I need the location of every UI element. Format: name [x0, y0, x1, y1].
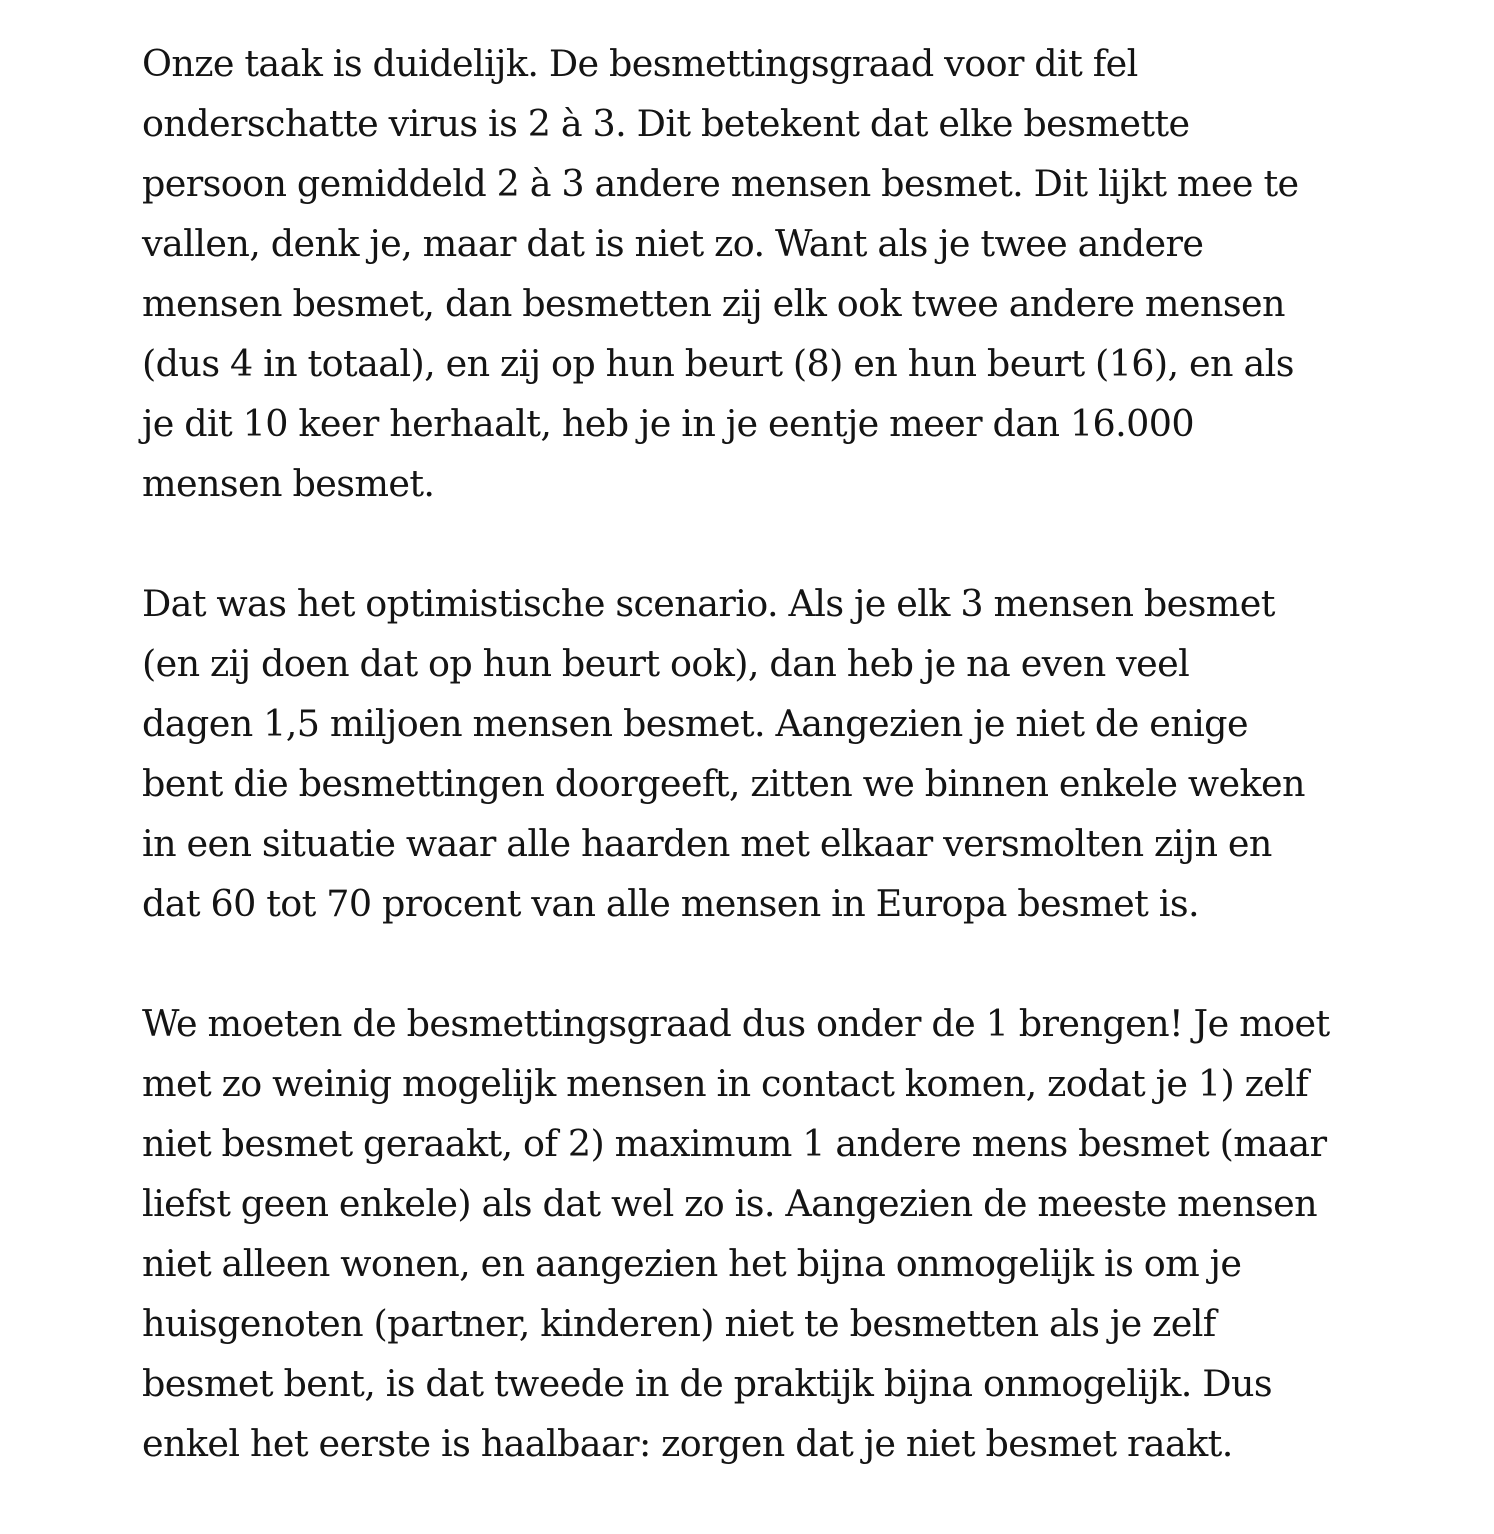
- paragraph-line: besmet bent, is dat tweede in de praktijk bijna onmogelijk. Dus: [142, 1362, 1272, 1405]
- paragraph-line: niet besmet geraakt, of 2) maximum 1 andere mens besmet (maar: [142, 1122, 1327, 1165]
- paragraph-line: huisgenoten (partner, kinderen) niet te besmetten als je zelf: [142, 1302, 1216, 1345]
- paragraph-line: met zo weinig mogelijk mensen in contact komen, zodat je 1) zelf: [142, 1062, 1309, 1105]
- paragraph-line: We moeten de besmettingsgraad dus onder de 1 brengen! Je moet: [142, 1002, 1330, 1045]
- paragraph-1: [142, 34, 1342, 514]
- paragraph-line: dagen 1,5 miljoen mensen besmet. Aangezien je niet de enige: [142, 702, 1248, 745]
- paragraph-line: in een situatie waar alle haarden met elkaar versmolten zijn en: [142, 822, 1272, 865]
- paragraph-line: (en zij doen dat op hun beurt ook), dan heb je na even veel: [142, 642, 1190, 685]
- paragraph-line: dat 60 tot 70 procent van alle mensen in Europa besmet is.: [142, 882, 1199, 925]
- paragraph-line: je dit 10 keer herhaalt, heb je in je eentje meer dan 16.000: [142, 402, 1194, 445]
- paragraph-line: vallen, denk je, maar dat is niet zo. Want als je twee andere: [142, 222, 1204, 265]
- article-body: [142, 34, 1342, 1534]
- paragraph-line: niet alleen wonen, en aangezien het bijna onmogelijk is om je: [142, 1242, 1242, 1285]
- paragraph-line: mensen besmet.: [142, 462, 435, 505]
- paragraph-line: liefst geen enkele) als dat wel zo is. Aangezien de meeste mensen: [142, 1182, 1318, 1225]
- paragraph-line: Onze taak is duidelijk. De besmettingsgraad voor dit fel: [142, 42, 1138, 85]
- paragraph-line: (dus 4 in totaal), en zij op hun beurt (8) en hun beurt (16), en als: [142, 342, 1294, 385]
- paragraph-2: [142, 574, 1342, 934]
- paragraph-line: bent die besmettingen doorgeeft, zitten we binnen enkele weken: [142, 762, 1305, 805]
- paragraph-3: [142, 994, 1342, 1474]
- paragraph-line: Dat was het optimistische scenario. Als je elk 3 mensen besmet: [142, 582, 1275, 625]
- paragraph-line: mensen besmet, dan besmetten zij elk ook twee andere mensen: [142, 282, 1285, 325]
- paragraph-line: enkel het eerste is haalbaar: zorgen dat je niet besmet raakt.: [142, 1422, 1233, 1465]
- paragraph-line: persoon gemiddeld 2 à 3 andere mensen besmet. Dit lijkt mee te: [142, 162, 1299, 205]
- paragraph-line: onderschatte virus is 2 à 3. Dit betekent dat elke besmette: [142, 102, 1190, 145]
